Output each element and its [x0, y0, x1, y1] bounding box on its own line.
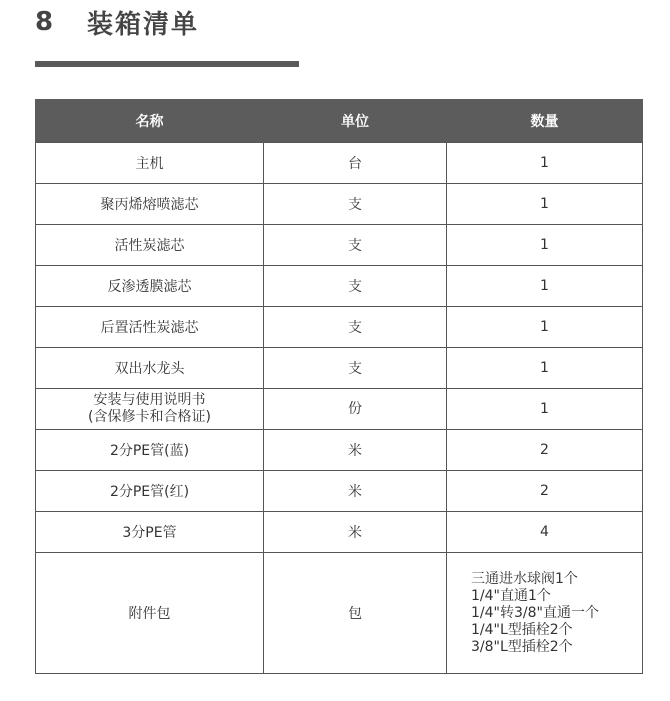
header-name: 名称: [36, 99, 264, 143]
item-name: 后置活性炭滤芯: [36, 307, 264, 348]
item-name: 主机: [36, 143, 264, 184]
item-name: 活性炭滤芯: [36, 225, 264, 266]
item-name: 2分PE管(红): [36, 471, 264, 512]
table-row: [36, 266, 643, 307]
accessory-item: 3/8"L型插栓2个: [471, 638, 573, 655]
table-row: [36, 307, 643, 348]
item-quantity: 1: [447, 225, 643, 266]
accessory-contents: [447, 553, 643, 674]
section-number: 8: [35, 7, 54, 37]
item-unit: 米: [264, 430, 447, 471]
item-name: 双出水龙头: [36, 348, 264, 389]
table-row: [36, 553, 643, 674]
table-row: [36, 143, 643, 184]
item-name: [36, 389, 264, 430]
table-row: [36, 184, 643, 225]
accessory-item: 1/4"转3/8"直通一个: [471, 604, 599, 621]
accessory-item: 三通进水球阀1个: [471, 570, 578, 587]
header-quantity: 数量: [447, 99, 643, 143]
item-quantity: 1: [447, 143, 643, 184]
accessory-item: 1/4"L型插栓2个: [471, 621, 573, 638]
table-row: [36, 225, 643, 266]
item-quantity: 2: [447, 471, 643, 512]
item-quantity: 1: [447, 307, 643, 348]
section-title: 装箱清单: [87, 9, 200, 40]
item-name-line: (含保修卡和合格证): [88, 409, 211, 425]
item-name-line: 安装与使用说明书: [93, 392, 206, 408]
item-unit: 支: [264, 225, 447, 266]
section-heading: [35, 2, 199, 42]
item-unit: 份: [264, 389, 447, 430]
item-unit: 支: [264, 348, 447, 389]
header-unit: 单位: [264, 99, 447, 143]
item-quantity: 1: [447, 266, 643, 307]
accessory-item: 1/4"直通1个: [471, 587, 551, 604]
table-header-row: [36, 99, 643, 143]
item-name: 聚丙烯熔喷滤芯: [36, 184, 264, 225]
item-quantity: 4: [447, 512, 643, 553]
item-unit: 台: [264, 143, 447, 184]
table-row: [36, 471, 643, 512]
item-name: 附件包: [36, 553, 264, 674]
item-name: 2分PE管(蓝): [36, 430, 264, 471]
item-name: 3分PE管: [36, 512, 264, 553]
item-quantity: 1: [447, 348, 643, 389]
table-row: [36, 512, 643, 553]
item-unit: 支: [264, 266, 447, 307]
item-quantity: 1: [447, 184, 643, 225]
title-underline: [35, 61, 299, 67]
table-row: [36, 348, 643, 389]
table-row: [36, 430, 643, 471]
item-unit: 包: [264, 553, 447, 674]
item-unit: 米: [264, 512, 447, 553]
item-quantity: 1: [447, 389, 643, 430]
item-unit: 米: [264, 471, 447, 512]
item-unit: 支: [264, 184, 447, 225]
table-row: [36, 389, 643, 430]
packing-list-table: [35, 99, 643, 674]
item-name: 反渗透膜滤芯: [36, 266, 264, 307]
item-unit: 支: [264, 307, 447, 348]
item-quantity: 2: [447, 430, 643, 471]
